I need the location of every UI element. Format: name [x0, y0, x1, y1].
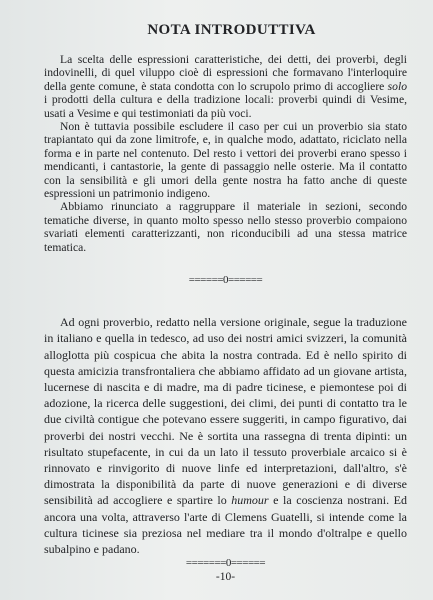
page-number: -10-	[215, 571, 236, 584]
paragraph-1-text: La scelta delle espressioni caratteristiche, dei detti, dei proverbi, degli indovinelli, di quel viluppo cioè di espressioni che formavano l'interloquire della gente comune, è stata condotta con lo scrupolo primo di accogliere	[44, 53, 407, 93]
paragraph-1	[44, 53, 407, 120]
page-title: NOTA INTRODUTTIVA	[147, 22, 316, 38]
italic-word: solo	[387, 79, 407, 93]
section-separator: ======0======	[188, 274, 263, 287]
paragraph-4	[44, 314, 407, 557]
second-section	[44, 314, 407, 557]
italic-humour: humour	[231, 493, 269, 508]
paragraph-4-text: Ad ogni proverbio, redatto nella versione originale, segue la traduzione in italiano e quella in tedesco, ad uso dei nostri amici svizzeri, la comunità alloglotta più cospicua che abita la nostra contrada. Ed è nello spirito di questa amicizia transfrontaliera che abbiamo affidato ad un giovane artista, lucernese di nascita e di madre, ma di padre ticinese, e piemontese poi di adozione, la ricerca delle suggestioni, dei climi, dei punti di contatto tra le due civiltà contigue che potevano essere suggeriti, in campo figurativo, dai proverbi dei nostri vecchi. Ne è sortita una rassegna di trenta dipinti: un risultato stupefacente, in cui da un lato il tessuto proverbiale arcaico si è rinnovato e rinvigorito di nuove linfe ed interpretazioni, dall'altro, s'è dimostrata la disponibilità da parte di nuove generazioni e di diverse sensibilità ad accogliere e spartire lo	[44, 315, 407, 508]
end-separator: =======0======	[185, 557, 266, 570]
paragraph-1-text-end: i prodotti della cultura e della tradizione locali: proverbi quindi di Vesime, usati a Vesime e qui testimoniati da più voci.	[44, 93, 407, 120]
paragraph-3: Abbiamo rinunciato a raggruppare il materiale in sezioni, secondo tematiche diverse, in quanto molto spesso nello stesso proverbio compaiono svariati elementi caratterizzanti, non riconducibili ad una stessa matrice tematica.	[44, 200, 407, 254]
paragraph-2: Non è tuttavia possibile escludere il caso per cui un proverbio sia stato trapiantato qui da zone limitrofe, e, in qualche modo, adattato, riciclato nella forma e in parte nel contenuto. Del resto i vettori dei proverbi erano spesso i mendicanti, i cantastorie, la gente di passaggio nelle osterie. Ma il contatto con la sensibilità e gli umori della gente nostra ha fatto anche di queste espressioni un patrimonio indigeno.	[44, 120, 407, 201]
paragraph-4-text-end: e la coscienza nostrani. Ed ancora una volta, attraverso l'arte di Clemens Guatelli, si intende come la cultura ticinese sia preziosa nel mediare tra il mondo d'oltralpe e quello subalpino e padano.	[44, 493, 407, 556]
